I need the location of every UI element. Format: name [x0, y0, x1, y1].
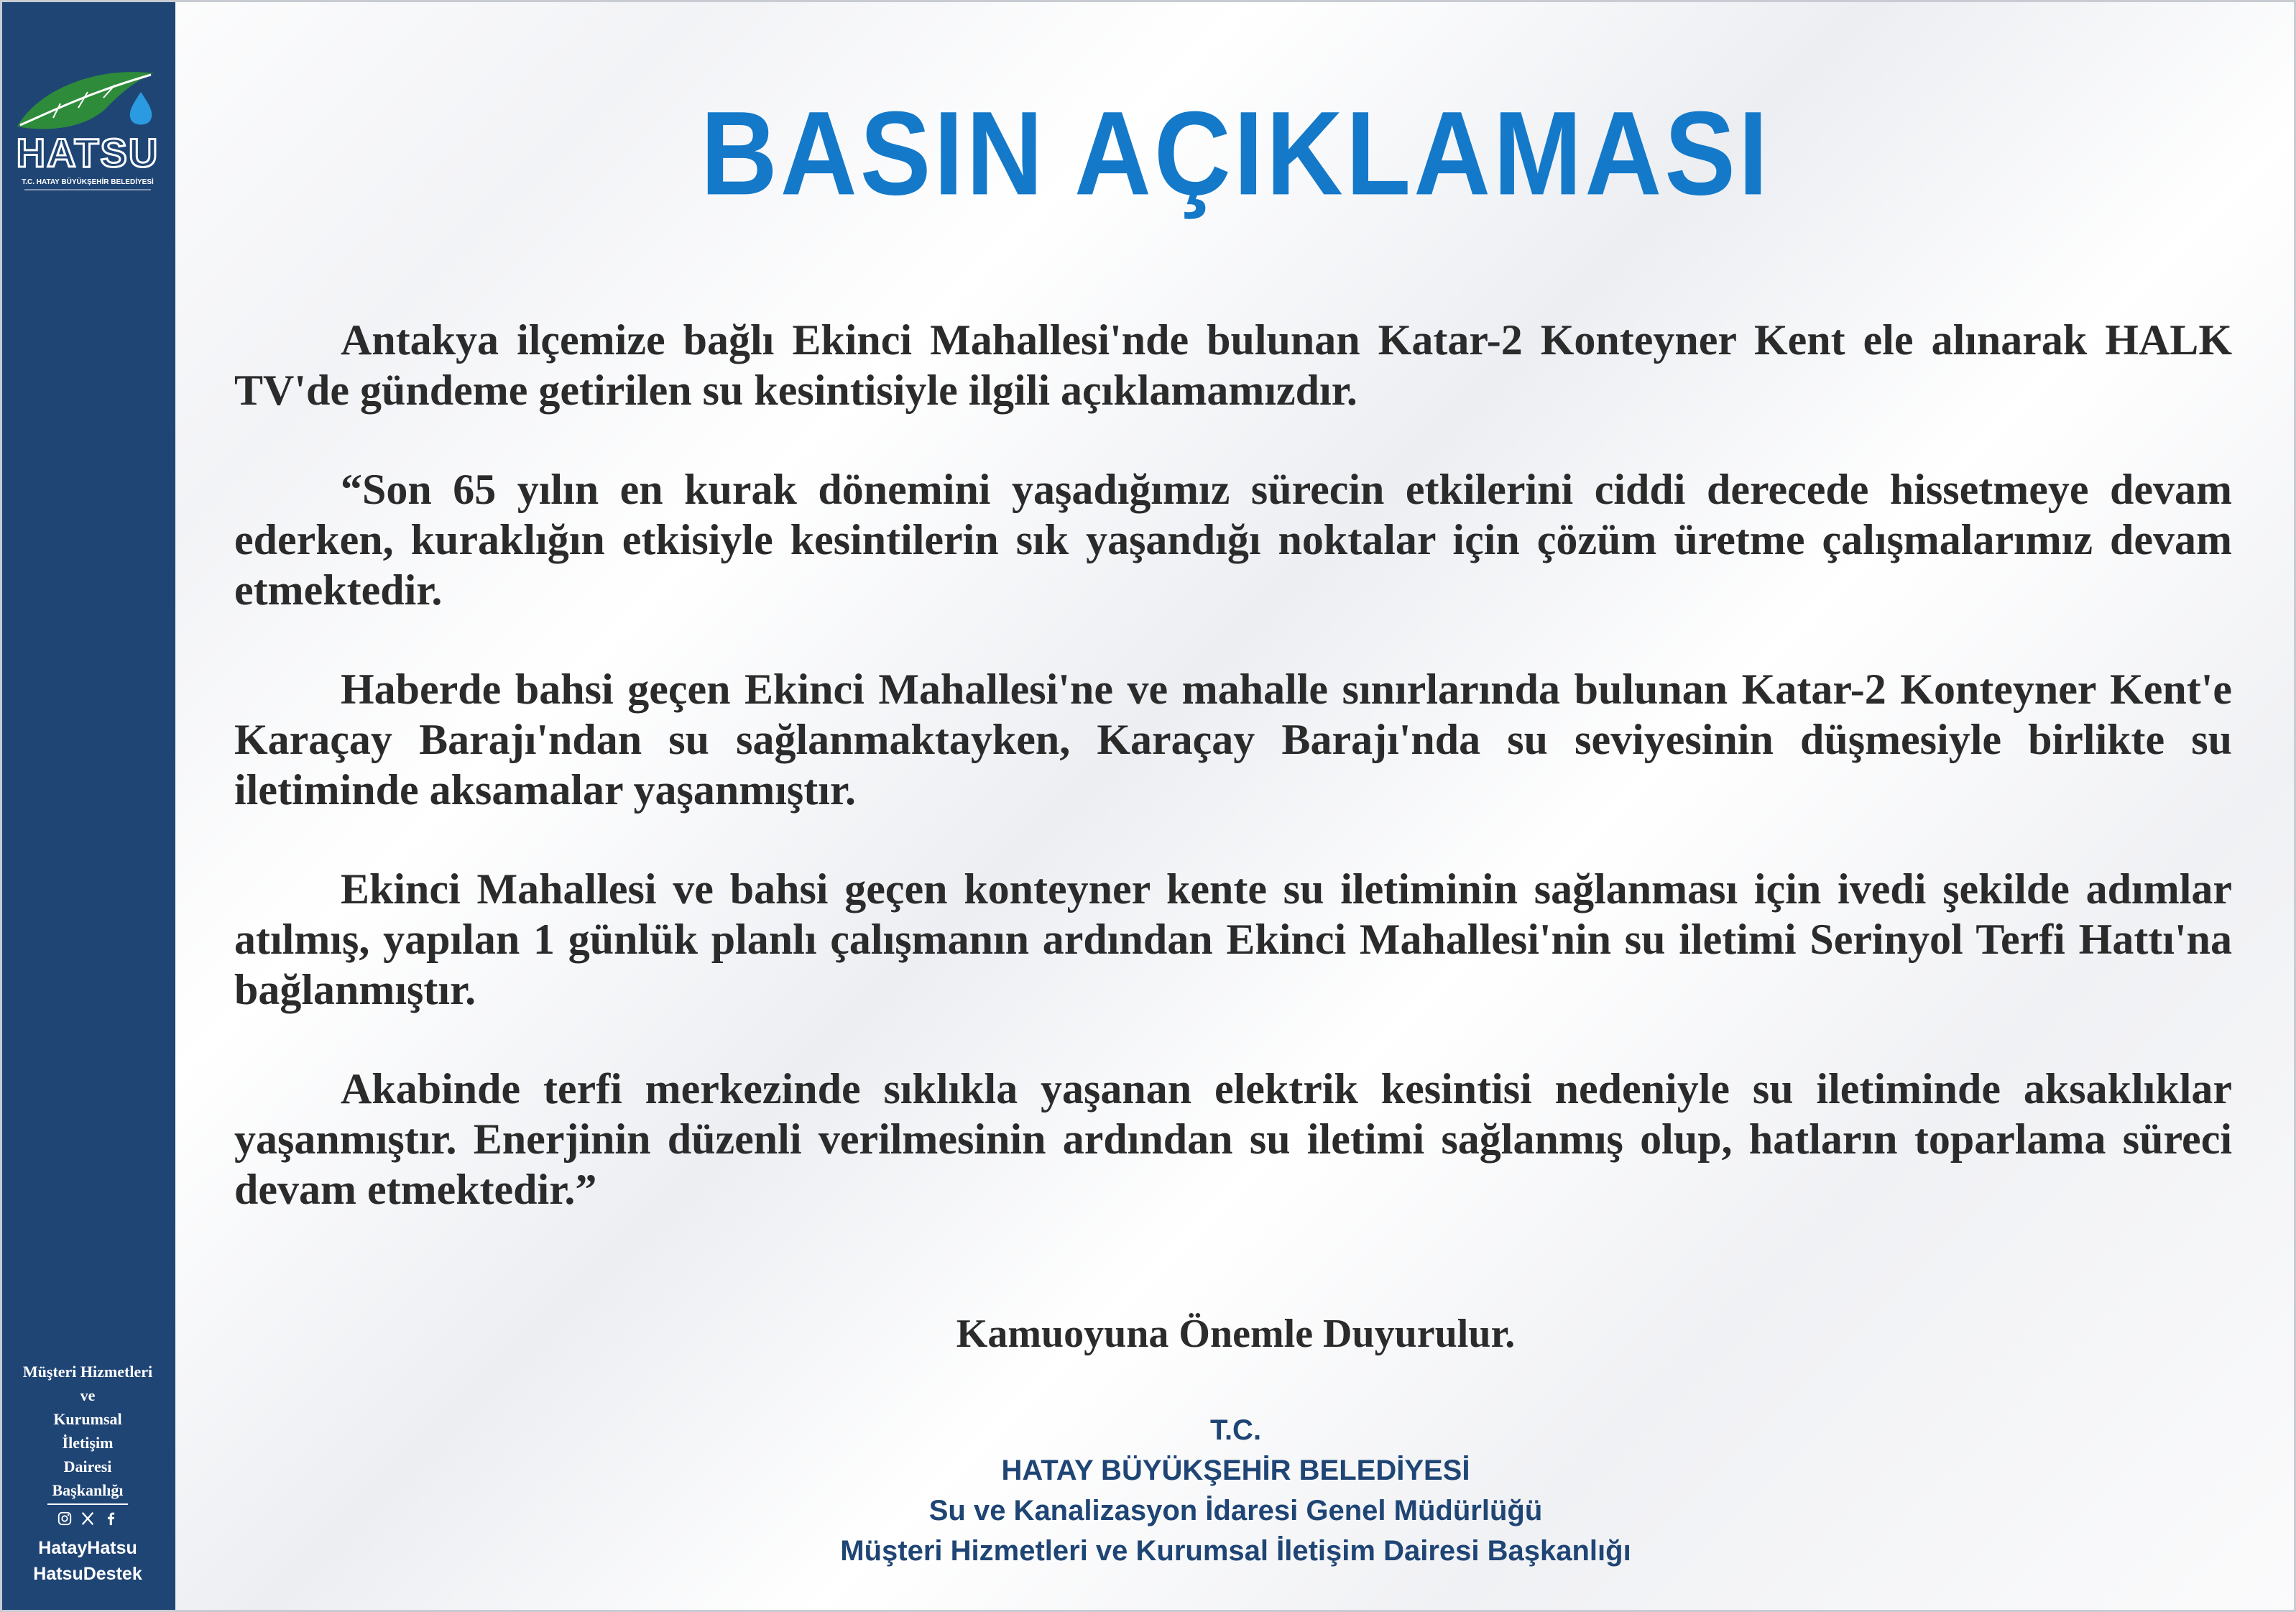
paragraph: Ekinci Mahallesi ve bahsi geçen konteyner kente su iletiminin sağlanması için ivedi şekilde adımlar atılmış, yapılan 1 günlük planlı çalışmanın ardından Ekinci Mahallesi'nin su iletimi Serinyol Terfi Hattı'na bağlanmıştır.: [234, 865, 2232, 1013]
dept-line: Dairesi: [63, 1457, 112, 1475]
dept-line: Başkanlığı: [47, 1478, 127, 1505]
signature-line: HATAY BÜYÜKŞEHİR BELEDİYESİ: [1001, 1455, 1470, 1486]
social-handles: [0, 1535, 175, 1587]
facebook-icon[interactable]: [103, 1511, 119, 1526]
leaf-drop-logo-icon: [10, 60, 165, 197]
x-icon[interactable]: [80, 1511, 96, 1526]
social-handle[interactable]: HatsuDestek: [33, 1564, 142, 1584]
signature-line: T.C.: [1209, 1414, 1262, 1446]
paragraph: Haberde bahsi geçen Ekinci Mahallesi'ne ve mahalle sınırlarında bulunan Katar-2 Konteyner Kent'e Karaçay Barajı'ndan su sağlanmaktayken, Karaçay Barajı'nda su seviyesinin düşmesiyle birlikte su iletiminde aksamalar yaşanmıştır.: [234, 665, 2232, 814]
social-icons: [0, 1511, 175, 1526]
paragraph: Akabinde terfi merkezinde sıklıkla yaşanan elektrik kesintisi nedeniyle su iletiminde aksaklıklar yaşanmıştır. Enerjinin düzenli verilmesinin ardından su iletimi sağlanmış olup, hatların toparlama süreci devam etmektedir.”: [234, 1065, 2232, 1213]
dept-line: Kurumsal: [53, 1410, 122, 1428]
closing-line: Kamuoyuna Önemle Duyurulur.: [956, 1312, 1516, 1356]
paragraph: “Son 65 yılın en kurak dönemini yaşadığımız sürecin etkilerini ciddi derecede hissetmeye devam ederken, kuraklığın etkisiyle kesintilerin sık yaşandığı noktalar için çözüm üretme çalışmalarımız devam etmektedir.: [234, 466, 2232, 614]
page-title: BASIN AÇIKLAMASI: [700, 87, 1771, 221]
svg-text:T.C. HATAY BÜYÜKŞEHİR BELEDİYE: T.C. HATAY BÜYÜKŞEHİR BELEDİYESİ: [22, 178, 154, 186]
statement-body: [234, 315, 2232, 1263]
instagram-icon[interactable]: [57, 1511, 73, 1526]
signature-block: [175, 1410, 2296, 1571]
signature-line: Su ve Kanalizasyon İdaresi Genel Müdürlüğü: [928, 1495, 1543, 1526]
social-handle[interactable]: HatayHatsu: [38, 1538, 137, 1558]
signature-line: Müşteri Hizmetleri ve Kurumsal İletişim Dairesi Başkanlığı: [840, 1535, 1631, 1567]
department-label: [0, 1360, 175, 1505]
paragraph: Antakya ilçemize bağlı Ekinci Mahallesi'nde bulunan Katar-2 Konteyner Kent ele alınarak HALK TV'de gündeme getirilen su kesintisiyle ilgili açıklamamızdır.: [234, 316, 2232, 414]
sidebar: [0, 0, 175, 1612]
dept-line: ve: [80, 1386, 96, 1404]
dept-line: Müşteri Hizmetleri: [22, 1363, 153, 1381]
svg-text:HATSU: HATSU: [16, 130, 160, 175]
hatsu-logo: [10, 60, 165, 197]
dept-line: İletişim: [62, 1434, 114, 1452]
